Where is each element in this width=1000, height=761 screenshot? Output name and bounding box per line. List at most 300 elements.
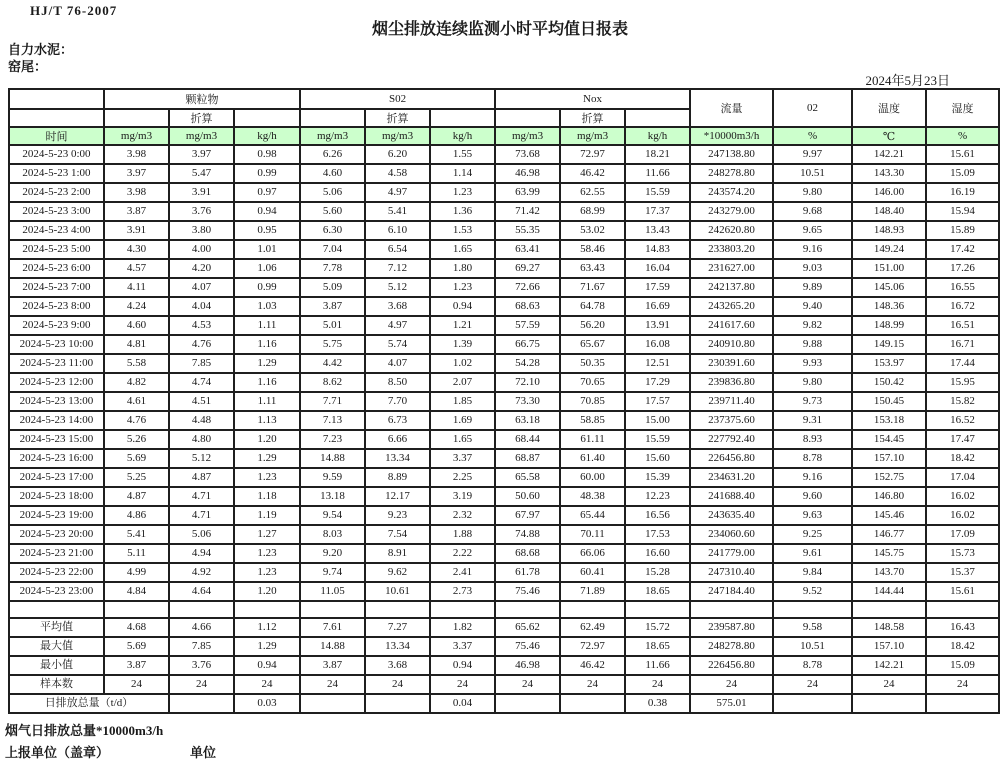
value-cell: 57.59 <box>495 316 560 335</box>
value-cell: 5.12 <box>365 278 430 297</box>
value-cell: 149.24 <box>852 240 926 259</box>
value-cell: 17.57 <box>625 392 690 411</box>
table-row <box>9 145 999 164</box>
value-cell: 75.46 <box>495 582 560 601</box>
footnotes <box>5 720 995 761</box>
value-cell: 4.87 <box>104 487 169 506</box>
summary-value: 24 <box>926 675 999 694</box>
value-cell: 1.11 <box>234 316 300 335</box>
value-cell: 234631.20 <box>690 468 773 487</box>
table-row <box>9 259 999 278</box>
group-so2: S02 <box>300 89 495 109</box>
monitoring-table <box>8 88 1000 714</box>
value-cell: 8.50 <box>365 373 430 392</box>
summary-label: 平均值 <box>9 618 104 637</box>
summary-value: 24 <box>300 675 365 694</box>
value-cell: 150.45 <box>852 392 926 411</box>
value-cell: 70.11 <box>560 525 625 544</box>
blank-cell <box>495 601 560 618</box>
summary-value: 14.88 <box>300 637 365 656</box>
value-cell: 16.55 <box>926 278 999 297</box>
summary-value: 10.51 <box>773 637 852 656</box>
summary-row <box>9 637 999 656</box>
value-cell: 63.41 <box>495 240 560 259</box>
value-cell: 152.75 <box>852 468 926 487</box>
value-cell: 17.26 <box>926 259 999 278</box>
value-cell: 9.59 <box>300 468 365 487</box>
blank-cell <box>9 109 104 127</box>
time-cell: 2024-5-23 15:00 <box>9 430 104 449</box>
standard-code: HJ/T 76-2007 <box>30 3 118 18</box>
summary-row <box>9 675 999 694</box>
value-cell: 145.06 <box>852 278 926 297</box>
value-cell: 13.43 <box>625 221 690 240</box>
pm-converted-label: 折算 <box>169 109 234 127</box>
value-cell: 9.52 <box>773 582 852 601</box>
value-cell: 17.59 <box>625 278 690 297</box>
value-cell: 6.26 <box>300 145 365 164</box>
value-cell: 4.30 <box>104 240 169 259</box>
summary-value: 239587.80 <box>690 618 773 637</box>
value-cell: 0.94 <box>430 297 495 316</box>
blank-cell <box>169 601 234 618</box>
table-row <box>9 582 999 601</box>
station-label: 窑尾： <box>8 59 48 74</box>
value-cell: 153.97 <box>852 354 926 373</box>
daily-total-value: 0.38 <box>625 694 690 713</box>
value-cell: 9.61 <box>773 544 852 563</box>
time-cell: 2024-5-23 18:00 <box>9 487 104 506</box>
summary-value: 13.34 <box>365 637 430 656</box>
summary-label: 样本数 <box>9 675 104 694</box>
value-cell: 226456.80 <box>690 449 773 468</box>
value-cell: 146.77 <box>852 525 926 544</box>
value-cell: 1.06 <box>234 259 300 278</box>
value-cell: 4.94 <box>169 544 234 563</box>
value-cell: 15.61 <box>926 582 999 601</box>
time-header: 时间 <box>9 127 104 145</box>
summary-value: 46.42 <box>560 656 625 675</box>
value-cell: 54.28 <box>495 354 560 373</box>
value-cell: 15.59 <box>625 430 690 449</box>
time-cell: 2024-5-23 0:00 <box>9 145 104 164</box>
summary-value: 24 <box>852 675 926 694</box>
blank-cell <box>300 109 365 127</box>
value-cell: 247310.40 <box>690 563 773 582</box>
value-cell: 3.97 <box>104 164 169 183</box>
value-cell: 16.04 <box>625 259 690 278</box>
table-row <box>9 430 999 449</box>
value-cell: 4.57 <box>104 259 169 278</box>
blank-cell <box>300 601 365 618</box>
value-cell: 61.11 <box>560 430 625 449</box>
blank-cell <box>104 109 169 127</box>
blank-cell <box>495 109 560 127</box>
company-label: 自力水泥： <box>8 42 74 57</box>
value-cell: 16.69 <box>625 297 690 316</box>
value-cell: 4.04 <box>169 297 234 316</box>
value-cell: 2.32 <box>430 506 495 525</box>
value-cell: 2.41 <box>430 563 495 582</box>
daily-total-value <box>495 694 560 713</box>
daily-total-value: 0.03 <box>234 694 300 713</box>
time-cell: 2024-5-23 12:00 <box>9 373 104 392</box>
unit-cell: mg/m3 <box>104 127 169 145</box>
value-cell: 66.75 <box>495 335 560 354</box>
value-cell: 1.69 <box>430 411 495 430</box>
table-row <box>9 202 999 221</box>
table-row <box>9 278 999 297</box>
value-cell: 5.06 <box>300 183 365 202</box>
table-row <box>9 506 999 525</box>
value-cell: 5.69 <box>104 449 169 468</box>
value-cell: 71.89 <box>560 582 625 601</box>
value-cell: 15.00 <box>625 411 690 430</box>
blank-cell <box>690 601 773 618</box>
value-cell: 16.56 <box>625 506 690 525</box>
value-cell: 8.03 <box>300 525 365 544</box>
value-cell: 9.16 <box>773 240 852 259</box>
value-cell: 4.82 <box>104 373 169 392</box>
value-cell: 60.00 <box>560 468 625 487</box>
summary-value: 3.87 <box>104 656 169 675</box>
value-cell: 3.76 <box>169 202 234 221</box>
value-cell: 1.19 <box>234 506 300 525</box>
value-cell: 4.99 <box>104 563 169 582</box>
value-cell: 6.20 <box>365 145 430 164</box>
value-cell: 74.88 <box>495 525 560 544</box>
value-cell: 0.95 <box>234 221 300 240</box>
value-cell: 5.41 <box>365 202 430 221</box>
value-cell: 1.11 <box>234 392 300 411</box>
value-cell: 1.03 <box>234 297 300 316</box>
value-cell: 2.07 <box>430 373 495 392</box>
value-cell: 7.54 <box>365 525 430 544</box>
value-cell: 1.88 <box>430 525 495 544</box>
table-row <box>9 411 999 430</box>
value-cell: 145.46 <box>852 506 926 525</box>
value-cell: 4.07 <box>365 354 430 373</box>
daily-total-value: 0.04 <box>430 694 495 713</box>
value-cell: 7.85 <box>169 354 234 373</box>
value-cell: 61.40 <box>560 449 625 468</box>
value-cell: 6.73 <box>365 411 430 430</box>
value-cell: 68.87 <box>495 449 560 468</box>
value-cell: 242137.80 <box>690 278 773 297</box>
time-cell: 2024-5-23 13:00 <box>9 392 104 411</box>
summary-value: 24 <box>690 675 773 694</box>
value-cell: 58.46 <box>560 240 625 259</box>
value-cell: 15.95 <box>926 373 999 392</box>
time-cell: 2024-5-23 11:00 <box>9 354 104 373</box>
value-cell: 4.86 <box>104 506 169 525</box>
summary-value: 24 <box>495 675 560 694</box>
time-cell: 2024-5-23 4:00 <box>9 221 104 240</box>
daily-total-value <box>773 694 852 713</box>
value-cell: 4.97 <box>365 316 430 335</box>
value-cell: 8.91 <box>365 544 430 563</box>
value-cell: 8.89 <box>365 468 430 487</box>
group-nox: Nox <box>495 89 690 109</box>
value-cell: 9.74 <box>300 563 365 582</box>
value-cell: 234060.60 <box>690 525 773 544</box>
value-cell: 4.84 <box>104 582 169 601</box>
value-cell: 16.02 <box>926 487 999 506</box>
value-cell: 243265.20 <box>690 297 773 316</box>
summary-value: 24 <box>104 675 169 694</box>
value-cell: 65.67 <box>560 335 625 354</box>
value-cell: 148.93 <box>852 221 926 240</box>
value-cell: 5.26 <box>104 430 169 449</box>
value-cell: 6.30 <box>300 221 365 240</box>
value-cell: 3.87 <box>104 202 169 221</box>
time-cell: 2024-5-23 10:00 <box>9 335 104 354</box>
value-cell: 6.66 <box>365 430 430 449</box>
value-cell: 7.04 <box>300 240 365 259</box>
blank-cell <box>430 109 495 127</box>
value-cell: 17.42 <box>926 240 999 259</box>
value-cell: 148.99 <box>852 316 926 335</box>
corner-cell <box>9 89 104 109</box>
value-cell: 16.19 <box>926 183 999 202</box>
summary-value: 1.29 <box>234 637 300 656</box>
summary-value: 157.10 <box>852 637 926 656</box>
value-cell: 9.68 <box>773 202 852 221</box>
value-cell: 63.18 <box>495 411 560 430</box>
value-cell: 17.53 <box>625 525 690 544</box>
summary-value: 4.68 <box>104 618 169 637</box>
value-cell: 6.54 <box>365 240 430 259</box>
value-cell: 18.42 <box>926 449 999 468</box>
summary-value: 226456.80 <box>690 656 773 675</box>
group-temp: 温度 <box>852 89 926 127</box>
value-cell: 148.40 <box>852 202 926 221</box>
signature-line <box>5 742 995 761</box>
value-cell: 142.21 <box>852 145 926 164</box>
value-cell: 9.65 <box>773 221 852 240</box>
value-cell: 15.09 <box>926 164 999 183</box>
value-cell: 8.78 <box>773 449 852 468</box>
value-cell: 5.01 <box>300 316 365 335</box>
value-cell: 146.00 <box>852 183 926 202</box>
time-cell: 2024-5-23 23:00 <box>9 582 104 601</box>
summary-value: 65.62 <box>495 618 560 637</box>
value-cell: 1.02 <box>430 354 495 373</box>
summary-value: 15.72 <box>625 618 690 637</box>
value-cell: 4.60 <box>300 164 365 183</box>
value-cell: 68.63 <box>495 297 560 316</box>
value-cell: 146.80 <box>852 487 926 506</box>
blank-cell <box>234 109 300 127</box>
value-cell: 17.04 <box>926 468 999 487</box>
report-date: 2024年5月23日 <box>865 73 950 88</box>
spacer-row <box>9 601 999 618</box>
value-cell: 64.78 <box>560 297 625 316</box>
blank-cell <box>234 601 300 618</box>
value-cell: 2.73 <box>430 582 495 601</box>
value-cell: 3.19 <box>430 487 495 506</box>
summary-value: 1.12 <box>234 618 300 637</box>
summary-value: 1.82 <box>430 618 495 637</box>
group-flow: 流量 <box>690 89 773 127</box>
value-cell: 46.98 <box>495 164 560 183</box>
value-cell: 3.97 <box>169 145 234 164</box>
value-cell: 15.61 <box>926 145 999 164</box>
value-cell: 148.36 <box>852 297 926 316</box>
value-cell: 15.37 <box>926 563 999 582</box>
value-cell: 16.71 <box>926 335 999 354</box>
unit-cell: *10000m3/h <box>690 127 773 145</box>
value-cell: 4.11 <box>104 278 169 297</box>
table-row <box>9 563 999 582</box>
daily-total-value <box>926 694 999 713</box>
value-cell: 9.23 <box>365 506 430 525</box>
value-cell: 240910.80 <box>690 335 773 354</box>
value-cell: 63.43 <box>560 259 625 278</box>
value-cell: 9.80 <box>773 183 852 202</box>
value-cell: 17.44 <box>926 354 999 373</box>
summary-value: 16.43 <box>926 618 999 637</box>
report-unit-label: 上报单位（盖章） <box>5 745 110 760</box>
value-cell: 15.59 <box>625 183 690 202</box>
value-cell: 5.75 <box>300 335 365 354</box>
value-cell: 145.75 <box>852 544 926 563</box>
table-row <box>9 164 999 183</box>
blank-cell <box>926 601 999 618</box>
table-row <box>9 316 999 335</box>
time-cell: 2024-5-23 3:00 <box>9 202 104 221</box>
time-cell: 2024-5-23 17:00 <box>9 468 104 487</box>
value-cell: 1.55 <box>430 145 495 164</box>
value-cell: 227792.40 <box>690 430 773 449</box>
value-cell: 69.27 <box>495 259 560 278</box>
value-cell: 15.73 <box>926 544 999 563</box>
value-cell: 1.80 <box>430 259 495 278</box>
summary-value: 75.46 <box>495 637 560 656</box>
value-cell: 71.67 <box>560 278 625 297</box>
summary-label: 最小值 <box>9 656 104 675</box>
daily-total-value <box>169 694 234 713</box>
value-cell: 17.37 <box>625 202 690 221</box>
value-cell: 10.51 <box>773 164 852 183</box>
value-cell: 1.14 <box>430 164 495 183</box>
value-cell: 14.88 <box>300 449 365 468</box>
value-cell: 5.06 <box>169 525 234 544</box>
value-cell: 4.76 <box>169 335 234 354</box>
value-cell: 1.13 <box>234 411 300 430</box>
unit-cell: kg/h <box>430 127 495 145</box>
value-cell: 72.10 <box>495 373 560 392</box>
value-cell: 7.12 <box>365 259 430 278</box>
summary-value: 148.58 <box>852 618 926 637</box>
time-cell: 2024-5-23 22:00 <box>9 563 104 582</box>
value-cell: 1.23 <box>234 563 300 582</box>
value-cell: 241779.00 <box>690 544 773 563</box>
summary-row <box>9 656 999 675</box>
daily-total-row <box>9 694 999 713</box>
value-cell: 1.65 <box>430 240 495 259</box>
value-cell: 4.00 <box>169 240 234 259</box>
value-cell: 9.80 <box>773 373 852 392</box>
value-cell: 13.91 <box>625 316 690 335</box>
value-cell: 63.99 <box>495 183 560 202</box>
value-cell: 16.72 <box>926 297 999 316</box>
value-cell: 9.63 <box>773 506 852 525</box>
page-title: 烟尘排放连续监测小时平均值日报表 <box>371 21 628 38</box>
value-cell: 5.11 <box>104 544 169 563</box>
value-cell: 3.91 <box>104 221 169 240</box>
summary-value: 11.66 <box>625 656 690 675</box>
summary-value: 15.09 <box>926 656 999 675</box>
value-cell: 48.38 <box>560 487 625 506</box>
value-cell: 143.30 <box>852 164 926 183</box>
summary-value: 18.42 <box>926 637 999 656</box>
time-cell: 2024-5-23 1:00 <box>9 164 104 183</box>
summary-value: 3.37 <box>430 637 495 656</box>
value-cell: 9.89 <box>773 278 852 297</box>
summary-value: 46.98 <box>495 656 560 675</box>
value-cell: 3.87 <box>300 297 365 316</box>
value-cell: 73.68 <box>495 145 560 164</box>
value-cell: 70.85 <box>560 392 625 411</box>
summary-value: 142.21 <box>852 656 926 675</box>
daily-total-value <box>560 694 625 713</box>
time-cell: 2024-5-23 16:00 <box>9 449 104 468</box>
value-cell: 17.47 <box>926 430 999 449</box>
value-cell: 15.89 <box>926 221 999 240</box>
value-cell: 73.30 <box>495 392 560 411</box>
value-cell: 9.20 <box>300 544 365 563</box>
value-cell: 9.03 <box>773 259 852 278</box>
table-row <box>9 487 999 506</box>
value-cell: 15.60 <box>625 449 690 468</box>
value-cell: 149.15 <box>852 335 926 354</box>
blank-cell <box>773 601 852 618</box>
summary-label: 最大值 <box>9 637 104 656</box>
value-cell: 60.41 <box>560 563 625 582</box>
value-cell: 4.71 <box>169 487 234 506</box>
time-cell: 2024-5-23 19:00 <box>9 506 104 525</box>
group-header-row <box>9 89 999 109</box>
value-cell: 4.07 <box>169 278 234 297</box>
value-cell: 72.66 <box>495 278 560 297</box>
value-cell: 68.44 <box>495 430 560 449</box>
value-cell: 14.83 <box>625 240 690 259</box>
table-row <box>9 373 999 392</box>
summary-value: 24 <box>560 675 625 694</box>
value-cell: 248278.80 <box>690 164 773 183</box>
time-cell: 2024-5-23 6:00 <box>9 259 104 278</box>
blank-cell <box>9 601 104 618</box>
unit-cell: mg/m3 <box>300 127 365 145</box>
value-cell: 233803.20 <box>690 240 773 259</box>
value-cell: 17.09 <box>926 525 999 544</box>
value-cell: 12.23 <box>625 487 690 506</box>
unit-cell: ℃ <box>852 127 926 145</box>
value-cell: 9.88 <box>773 335 852 354</box>
value-cell: 9.73 <box>773 392 852 411</box>
value-cell: 4.92 <box>169 563 234 582</box>
value-cell: 0.99 <box>234 278 300 297</box>
value-cell: 241617.60 <box>690 316 773 335</box>
value-cell: 16.60 <box>625 544 690 563</box>
daily-total-value <box>300 694 365 713</box>
blank-cell <box>625 109 690 127</box>
value-cell: 58.85 <box>560 411 625 430</box>
table-row <box>9 468 999 487</box>
value-cell: 1.36 <box>430 202 495 221</box>
value-cell: 8.93 <box>773 430 852 449</box>
